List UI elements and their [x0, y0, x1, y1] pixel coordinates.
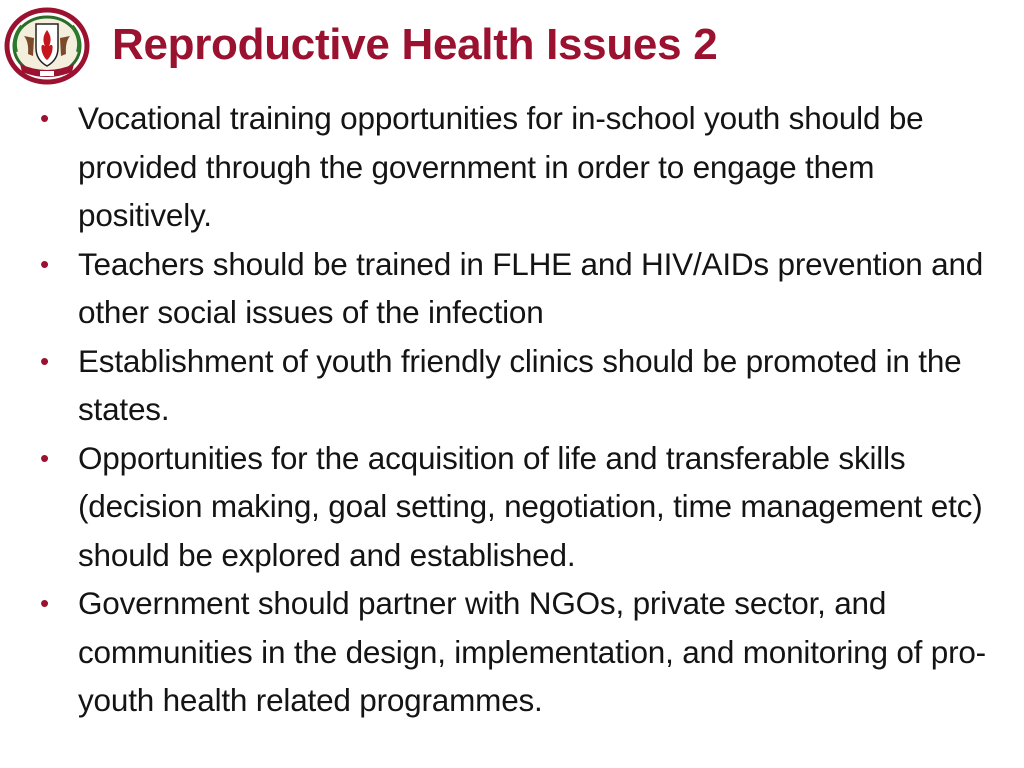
bullet-text: Teachers should be trained in FLHE and HIV/AIDs prevention and other social issues of the infection	[78, 245, 984, 330]
bullet-dot-icon: •	[40, 588, 49, 618]
coat-of-arms-logo	[2, 2, 92, 86]
bullet-dot-icon: •	[40, 103, 49, 133]
bullet-dot-icon: •	[40, 442, 49, 473]
bullet-item	[38, 240, 998, 337]
bullet-text: Establishment of youth friendly clinics should be promoted in the states.	[78, 342, 962, 427]
bullet-item	[38, 434, 998, 580]
bullet-item	[38, 94, 998, 240]
bullet-list	[38, 94, 998, 725]
bullet-dot-icon: •	[40, 345, 49, 376]
bullet-text: Opportunities for the acquisition of life and transferable skills (decision making, goal setting, negotiation, time management etc) should be explored and established.	[78, 439, 983, 573]
slide-title: Reproductive Health Issues 2	[112, 20, 718, 69]
bullet-text: Vocational training opportunities for in-school youth should be provided through the government in order to engage them positively.	[78, 100, 924, 233]
bullet-text: Government should partner with NGOs, private sector, and communities in the design, implementation, and monitoring of pro-youth health related programmes.	[78, 585, 986, 718]
bullet-item	[38, 579, 998, 725]
bullet-item	[38, 337, 998, 434]
bullet-dot-icon: •	[40, 248, 49, 279]
